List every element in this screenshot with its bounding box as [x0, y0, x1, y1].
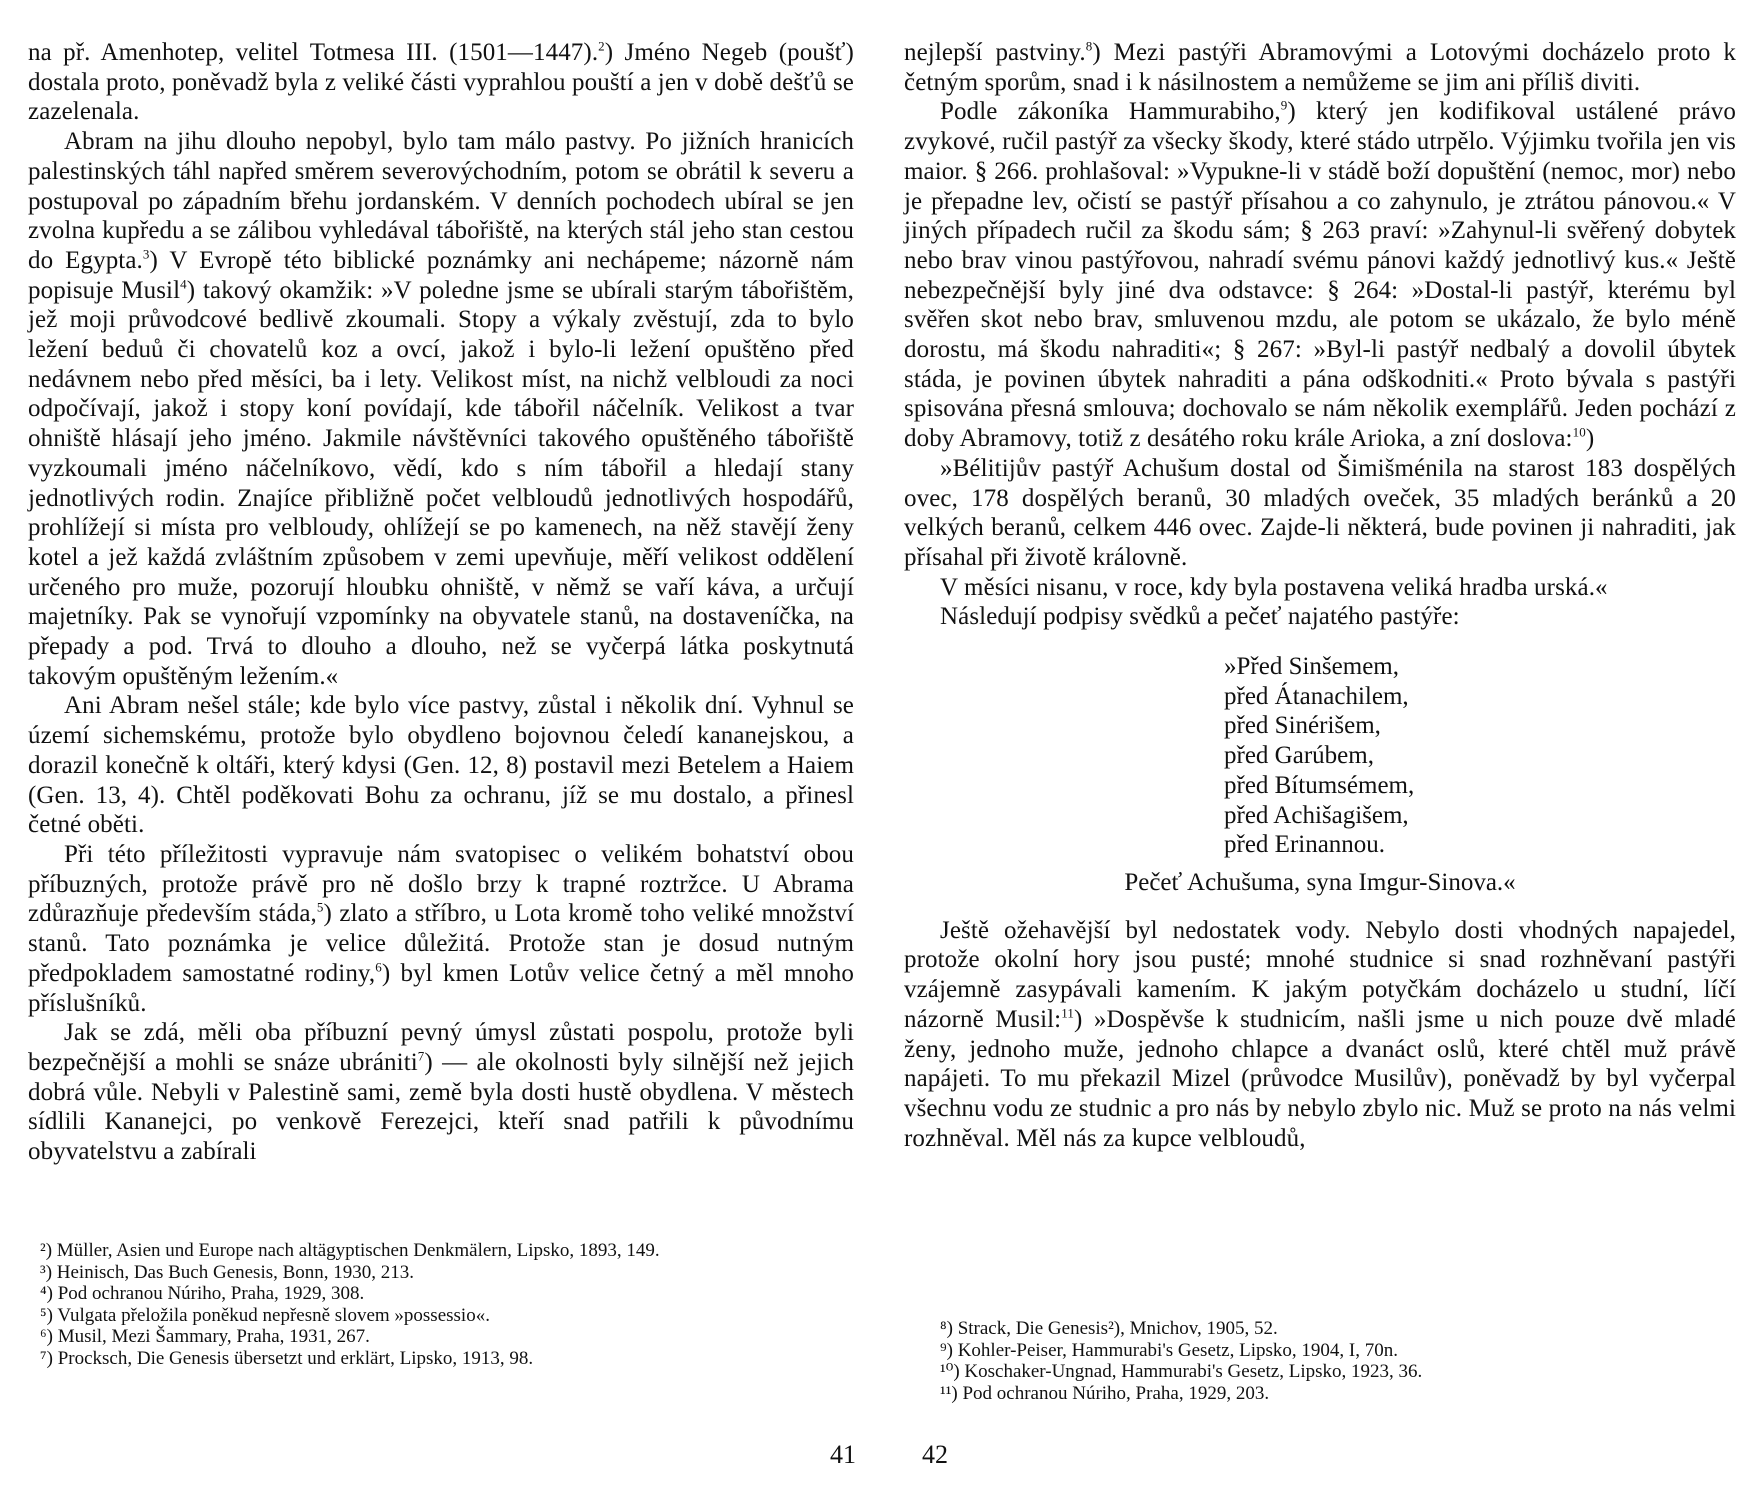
footnote: ²) Müller, Asien und Europe nach altägyptischen Denkmälern, Lipsko, 1893, 149. — [40, 1240, 660, 1261]
footnote: ¹¹) Pod ochranou Núriho, Praha, 1929, 203. — [940, 1382, 1270, 1404]
paragraph: Podle zákoníka Hammurabiho,$^9$) který jen kodifikoval ustálené právo zvykové, ručil pastýř za všecky škody, které stádo utrpělo. Výjimku tvořila jen vis maior. § 266. prohlašoval: »Vypukne-li v stádě boží dopuštění (nemoc, mor) nebo je přepadne lev, očistí se pastýř přísahou a co zahynulo, je ztrátou pánovou.« V jiných případech ručil za škodu sám; § 263 praví: »Zahynul-li svěřený dobytek nebo brav vinou pastýřovou, nahradí svému pánovi každý jednotlivý kus.« Ještě nebezpečnější byly jiné dva odstavce: § 264: »Dostal-li pastýř, kterému byl svěřen skot nebo brav, smluvenou mzdu, ale potom se ukázalo, že bylo méně dorostu, má škodu nahraditi«; § 267: »Byl-li pastýř nedbalý a dovolil úbytek stáda, je povinen úbytek nahraditi a pána odškodniti.« Proto bývala s pastýři spisována přesná smlouva; dochovalo se nám několik exemplářů. Jeden pochází z doby Abramovy, totiž z desátého roku krále Arioka, a zní doslova:$^{10}$) — [904, 98, 1736, 453]
right-footnotes — [940, 1318, 1720, 1404]
footnote: ⁴) Pod ochranou Núriho, Praha, 1929, 308. — [40, 1283, 365, 1304]
witness-line: »Před Sinšemem, — [1224, 653, 1399, 681]
paragraph: Při této příležitosti vypravuje nám svatopisec o velikém bohatství obou příbuzných, protože právě pro ně došlo brzy k trapné roztržce. U Abrama zdůrazňuje především stáda,$^5$) zlato a stříbro, u Lota kromě toho veliké množství stanů. Tato poznámka je velice důležitá. Protože stan je dosud nutným předpokladem samostatné rodiny,$^6$) byl kmen Lotův velice četný a měl mnoho příslušníků. — [28, 840, 854, 1017]
footnote: ⁶) Musil, Mezi Šammary, Praha, 1931, 267. — [40, 1326, 370, 1347]
witness-line: před Sinérišem, — [1224, 712, 1381, 740]
paragraph: Ještě ožehavější byl nedostatek vody. Nebylo dosti vhodných napajedel, protože okolní hory jsou pusté; mnohé studnice si snad rozhněvaní pastýři vzájemně zasypávali kamením. K jakým potyčkám docházelo u studní, líčí názorně Musil:$^{11}$) »Dospěvše k studnicím, našli jsme u nich pouze dvě mladé ženy, jednoho muže, jednoho chlapce a dvanáct oslů, které chtěl muž právě napájeti. To mu překazil Mizel (průvodce Musilův), poněvadž by byl vyčerpal všechnu vodu ze studnic a pro nás by nebylo zbylo nic. Muž se proto na nás velmi rozhněval. Měl nás za kupce velbloudů, — [904, 916, 1736, 1152]
footnote: ¹⁰) Koschaker-Ungnad, Hammurabi's Gesetz, Lipsko, 1923, 36. — [940, 1361, 1423, 1382]
footnote: ³) Heinisch, Das Buch Genesis, Bonn, 1930, 213. — [40, 1261, 415, 1283]
witness-line: před Bítumsémem, — [1224, 771, 1415, 799]
witness-line: před Garúbem, — [1224, 742, 1374, 770]
paragraph: Ani Abram nešel stále; kde bylo více pastvy, zůstal i několik dní. Vyhnul se území sichemskému, protože bylo obydleno bojovnou čeledí kananejskou, a dorazil konečně k oltáři, který kdysi (Gen. 12, 8) postavil mezi Betelem a Haiem (Gen. 13, 4). Chtěl poděkovati Bohu za ochranu, jíž se mu dostalo, a přinesl četné oběti. — [28, 692, 854, 839]
paragraph: Následují podpisy svědků a pečeť najatého pastýře: — [940, 603, 1460, 631]
witness-line: před Achišagišem, — [1224, 801, 1409, 829]
paragraph: nejlepší pastviny.$^8$) Mezi pastýři Abramovými a Lotovými docházelo proto k četným sporům, snad i k násilnostem a nemůžeme se jim ani příliš diviti. — [904, 38, 1737, 96]
witness-line: před Átanachilem, — [1224, 682, 1409, 710]
page-number: 41 — [830, 1440, 856, 1469]
footnote: ⁷) Procksch, Die Genesis übersetzt und erklärt, Lipsko, 1913, 98. — [40, 1347, 534, 1369]
footnote: ⁸) Strack, Die Genesis²), Mnichov, 1905, 52. — [940, 1318, 1278, 1339]
paragraph: Jak se zdá, měli oba příbuzní pevný úmysl zůstati pospolu, protože byli bezpečnější a mohli se snáze ubrániti$^7$) — ale okolnosti byly silnější než jejich dobrá vůle. Nebyli v Palestině sami, země byla dosti hustě obydlena. V městech sídlili Kananejci, po venkově Ferezejci, kteří snad patřili k původnímu obyvatelstvu a zabírali — [28, 1019, 854, 1166]
paragraph: Abram na jihu dlouho nepobyl, bylo tam málo pastvy. Po jižních hranicích palestinských táhl napřed směrem severovýchodním, potom se obrátil k severu a postupoval po západním břehu jordanském. V denních pochodech ubíral se jen zvolna kupředu a se zálibou vyhledával tábořiště, na kterých stál jeho stan cestou do Egypta.$^3$) V Evropě této biblické poznámky ani nechápeme; názorně nám popisuje Musil$^4$) takový okamžik: »V poledne jsme se ubírali starým tábořištěm, jež moji průvodcové bedlivě zkoumali. Stopy a výkaly zvěstují, zda to bylo ležení beduů či chovatelů koz a ovcí, jakož i bylo-li ležení opuštěno před nedávnem nebo před měsíci, ba i lety. Velikost míst, na nichž velbloudi za noci odpočívají, jakož i stopy koní povídají, kde tábořil náčelník. Velikost a tvar ohniště hlásají jeho jméno. Jakmile návštěvníci takového opuštěného tábořiště vyzkoumali jméno náčelníkovo, vědí, kdo s ním tábořil a hledají stany jednotlivých rodin. Znajíce přibližně počet velbloudů jednotlivých hospodářů, prohlížejí si místa pro velbloudy, ohlížejí se po kamenech, na něž stavějí ženy kotel a jež každá zvláštním způsobem v zemi upevňuje, měří velikost oddělení určeného pro muže, pozorují hloubku ohniště, v němž se vaří káva, a určují majetníky. Pak se vynořují vzpomínky na obyvatele stanů, na dostaveníčka, na přepady a pod. Trvá to dlouho a dlouho, než se vyčerpá látka poskytnutá takovým opuštěným ležením.« — [28, 128, 854, 690]
seal-line: Pečeť Achušuma, syna Imgur-Sinova.« — [1124, 868, 1516, 896]
page-number: 42 — [922, 1440, 948, 1469]
paragraph: V měsíci nisanu, v roce, kdy byla postavena veliká hradba urská.« — [940, 573, 1608, 601]
paragraph: na př. Amenhotep, velitel Totmesa III. (1501—1447).$^2$) Jméno Negeb (poušť) dostala proto, poněvadž byla z veliké části vyprahlou pouští a jen v době dešťů se zazelenala. — [28, 38, 854, 126]
witness-line: před Erinannou. — [1224, 831, 1386, 859]
paragraph: »Bélitijův pastýř Achušum dostal od Šimišménila na starost 183 dospělých ovec, 178 dospělých beranů, 30 mladých oveček, 35 mladých beránků a 20 velkých beranů, celkem 446 ovec. Zajde-li některá, bude povinen ji nahraditi, jak přísahal při životě královně. — [904, 454, 1736, 571]
footnote: ⁹) Kohler-Peiser, Hammurabi's Gesetz, Lipsko, 1904, I, 70n. — [940, 1339, 1398, 1361]
footnote: ⁵) Vulgata přeložila poněkud nepřesně slovem »possessio«. — [40, 1304, 490, 1326]
